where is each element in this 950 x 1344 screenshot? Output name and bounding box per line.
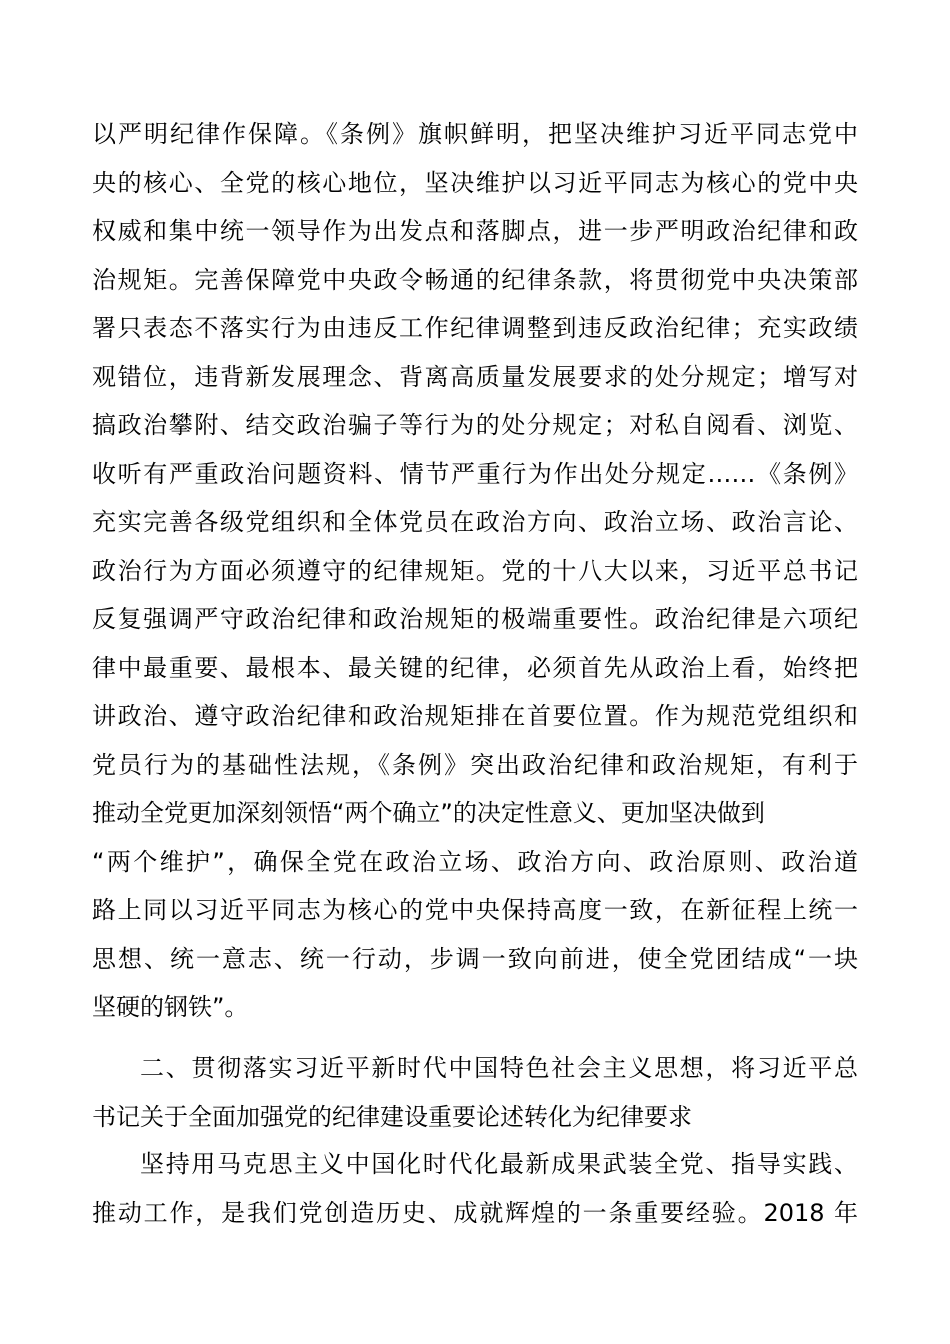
text-line: 治规矩。完善保障党中央政令畅通的纪律条款，将贯彻党中央决策部 [92,265,858,294]
text-line: 央的核心、全党的核心地位，坚决维护以习近平同志为核心的党中央 [92,168,858,197]
text-line: 律中最重要、最根本、最关键的纪律，必须首先从政治上看，始终把 [92,653,858,682]
heading-line: 书记关于全面加强党的纪律建设重要论述转化为纪律要求 [92,1102,692,1131]
text-line: 坚硬的钢铁”。 [92,993,249,1021]
text-line: 讲政治、遵守政治纪律和政治规矩排在首要位置。作为规范党组织和 [92,702,858,730]
text-line: 坚持用马克思主义中国化时代化最新成果武装全党、指导实践、 [140,1150,858,1178]
heading-line: 二、贯彻落实习近平新时代中国特色社会主义思想，将习近平总 [140,1054,858,1082]
text-line: “两个维护”，确保全党在政治立场、政治方向、政治原则、政治道 [92,847,858,876]
text-line: 充实完善各级党组织和全体党员在政治方向、政治立场、政治言论、 [92,508,858,536]
text-line: 推动工作，是我们党创造历史、成就辉煌的一条重要经验。2018 年 [92,1198,858,1227]
body-paragraph [92,110,858,1032]
text-line: 收听有严重政治问题资料、情节严重行为作出处分规定……《条例》 [92,459,858,488]
text-line: 推动全党更加深刻领悟“两个确立”的决定性意义、更加坚决做到 [92,799,765,827]
text-line: 以严明纪律作保障。《条例》旗帜鲜明，把坚决维护习近平同志党中 [92,120,858,148]
body-paragraph [92,1140,858,1237]
text-line: 署只表态不落实行为由违反工作纪律调整到违反政治纪律；充实政绩 [92,314,858,342]
text-line: 政治行为方面必须遵守的纪律规矩。党的十八大以来，习近平总书记 [92,556,858,585]
text-line: 搞政治攀附、结交政治骗子等行为的处分规定；对私自阅看、浏览、 [92,411,858,439]
text-line: 党员行为的基础性法规，《条例》突出政治纪律和政治规矩，有利于 [92,750,858,779]
section-heading [92,1044,858,1141]
text-line: 观错位，违背新发展理念、背离高质量发展要求的处分规定；增写对 [92,362,858,391]
text-line: 思想、统一意志、统一行动，步调一致向前进，使全党团结成“一块 [92,944,858,973]
text-line: 反复强调严守政治纪律和政治规矩的极端重要性。政治纪律是六项纪 [92,605,858,633]
text-line: 路上同以习近平同志为核心的党中央保持高度一致，在新征程上统一 [92,896,858,924]
text-line: 权威和集中统一领导作为出发点和落脚点，进一步严明政治纪律和政 [92,217,858,245]
